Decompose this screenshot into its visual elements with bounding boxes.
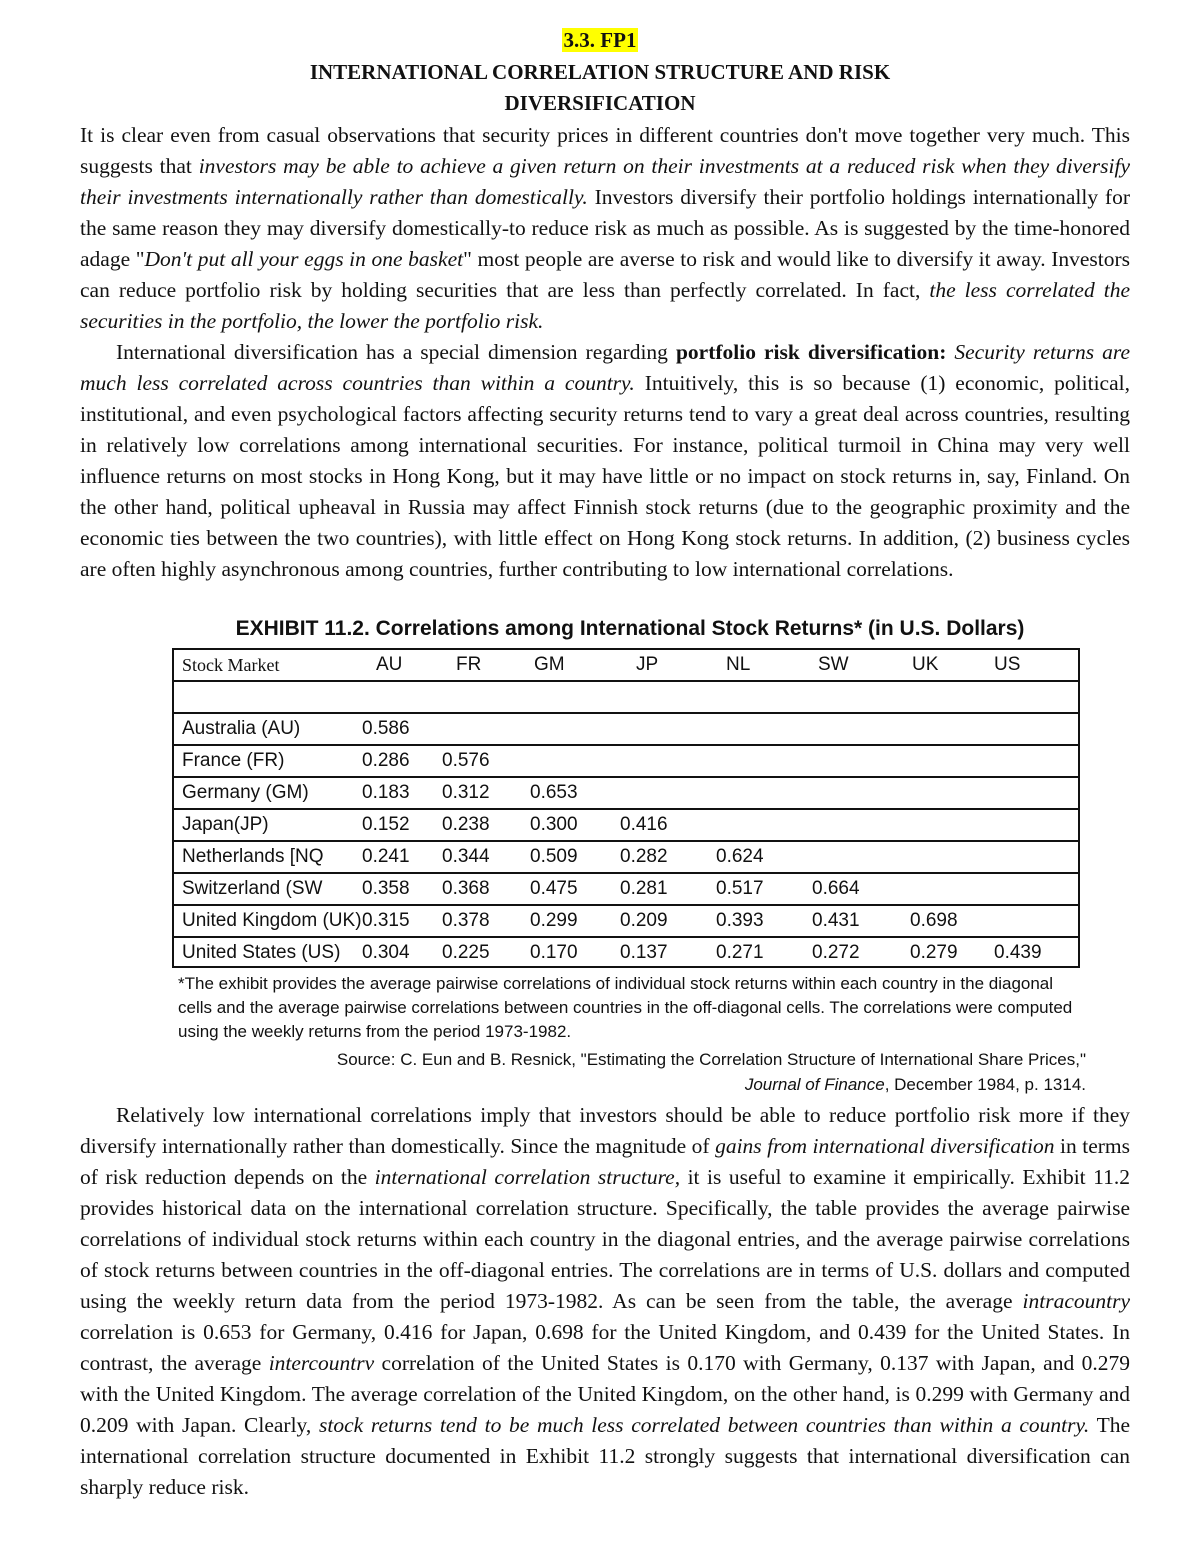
header-col-gm: GM bbox=[534, 654, 565, 675]
correlation-value: 0.517 bbox=[716, 878, 764, 899]
correlation-value: 0.439 bbox=[994, 942, 1042, 963]
p2-text-1: International diversification has a special dimension regarding bbox=[116, 340, 676, 364]
title-line-1: INTERNATIONAL CORRELATION STRUCTURE AND RISK bbox=[309, 60, 891, 84]
p1-italic-1: investors may be able to achieve a given return on their investments at a reduced risk when they diversify their investments internationally rather than domestically. bbox=[80, 154, 1131, 209]
table-row bbox=[174, 874, 1078, 906]
row-label: United Kingdom (UK) bbox=[182, 910, 362, 931]
p3-italic-5: stock returns tend to be much less correlated between countries than within a country. bbox=[319, 1413, 1090, 1437]
header-stock-market: Stock Market bbox=[182, 655, 280, 675]
p3-text-2: in terms of risk reduction depends on the bbox=[80, 1134, 1130, 1189]
table-row bbox=[174, 810, 1078, 842]
row-label: Australia (AU) bbox=[182, 718, 301, 739]
p1-text-3: " most people are averse to risk and would like to diversify it away. Investors can reduce portfolio risk by holding securities that are less than perfectly correlated. In fact, bbox=[80, 247, 1131, 302]
row-label: United States (US) bbox=[182, 942, 341, 963]
correlation-value: 0.304 bbox=[362, 942, 410, 963]
correlation-value: 0.653 bbox=[530, 782, 578, 803]
section-tag: 3.3. FP1 bbox=[563, 28, 637, 52]
correlation-value: 0.475 bbox=[530, 878, 578, 899]
correlation-value: 0.137 bbox=[620, 942, 668, 963]
correlation-value: 0.152 bbox=[362, 814, 410, 835]
exhibit-source-line-2 bbox=[178, 1073, 1086, 1097]
correlation-value: 0.416 bbox=[620, 814, 668, 835]
correlation-value: 0.238 bbox=[442, 814, 490, 835]
p3-text-6: The international correlation structure documented in Exhibit 11.2 strongly suggests that international diversification can sharply reduce risk. bbox=[80, 1413, 1131, 1499]
correlation-value: 0.586 bbox=[362, 718, 410, 739]
header-col-jp: JP bbox=[636, 654, 659, 675]
source-rest: , December 1984, p. 1314. bbox=[884, 1075, 1086, 1094]
source-journal: Journal of Finance bbox=[744, 1075, 885, 1094]
row-label: Netherlands [NQ bbox=[182, 846, 324, 867]
correlation-value: 0.281 bbox=[620, 878, 668, 899]
correlation-value: 0.358 bbox=[362, 878, 410, 899]
correlation-value: 0.282 bbox=[620, 846, 668, 867]
header-col-sw: SW bbox=[818, 654, 849, 675]
p3-text-4: correlation is 0.653 for Germany, 0.416 for Japan, 0.698 for the United Kingdom, and 0.439 for the United States. In contrast, the average bbox=[80, 1320, 1130, 1375]
correlation-value: 0.315 bbox=[362, 910, 410, 931]
p3-italic-3: intracountry bbox=[1022, 1289, 1130, 1313]
correlation-value: 0.183 bbox=[362, 782, 410, 803]
correlation-value: 0.509 bbox=[530, 846, 578, 867]
p1-italic-2: Don't put all your eggs in one basket bbox=[144, 247, 464, 271]
header-col-uk: UK bbox=[912, 654, 939, 675]
correlation-value: 0.698 bbox=[910, 910, 958, 931]
p3-italic-2: international correlation structure, bbox=[374, 1165, 681, 1189]
table-blank-row bbox=[174, 682, 1078, 714]
table-row bbox=[174, 842, 1078, 874]
section-tag-wrap bbox=[0, 28, 1200, 53]
row-label: Switzerland (SW bbox=[182, 878, 323, 899]
table-row bbox=[174, 906, 1078, 938]
correlation-value: 0.272 bbox=[812, 942, 860, 963]
table-row bbox=[174, 778, 1078, 810]
correlation-value: 0.241 bbox=[362, 846, 410, 867]
p1-italic-3: the less correlated the securities in the portfolio, the lower the portfolio risk. bbox=[80, 278, 1130, 333]
header-col-us: US bbox=[994, 654, 1021, 675]
correlation-value: 0.170 bbox=[530, 942, 578, 963]
table-header-row bbox=[174, 650, 1078, 682]
title-line-2: DIVERSIFICATION bbox=[504, 91, 696, 115]
table-row bbox=[174, 714, 1078, 746]
correlation-value: 0.431 bbox=[812, 910, 860, 931]
exhibit-footnote: *The exhibit provides the average pairwise correlations of individual stock returns within each country in the diagonal cells and the average pairwise correlations between countries in the off-diagonal cells. The correlations were computed using the weekly returns from the period 1973-1982. bbox=[178, 974, 1073, 1041]
correlation-value: 0.624 bbox=[716, 846, 764, 867]
correlation-value: 0.344 bbox=[442, 846, 490, 867]
correlation-value: 0.393 bbox=[716, 910, 764, 931]
exhibit-title: EXHIBIT 11.2. Correlations among International Stock Returns* (in U.S. Dollars) bbox=[235, 617, 1025, 640]
p3-text-3: it is useful to examine it empirically. Exhibit 11.2 provides historical data on the international correlation structure. Specifically, the table provides the average pairwise correlations of individual stock returns within each country in the diagonal entries, and the average pairwise correlations of stock returns between countries in the off-diagonal entries. The correlations are in terms of U.S. dollars and computed using the weekly return data from the period 1973-1982. As can be seen from the table, the average bbox=[80, 1165, 1130, 1313]
p2-italic-1: Security returns are much less correlated across countries than within a country. bbox=[80, 340, 1131, 395]
p2-bold-1: portfolio risk diversification: bbox=[675, 340, 947, 364]
p1-text-1: It is clear even from casual observations that security prices in different countries don't move together very much. This suggests that bbox=[80, 123, 1130, 178]
row-label: Japan(JP) bbox=[182, 814, 269, 835]
exhibit-source-line-1: Source: C. Eun and B. Resnick, "Estimating the Correlation Structure of International Share Prices," bbox=[336, 1050, 1086, 1069]
p2-text-2: Intuitively, this is so because (1) economic, political, institutional, and even psychological factors affecting security returns tend to vary a great deal across countries, resulting in relatively low correlations among international securities. For instance, political turmoil in China may very well influence returns on most stocks in Hong Kong, but it may have little or no impact on stock returns in, say, Finland. On the other hand, political upheaval in Russia may affect Finnish stock returns (due to the geographic proximity and the economic ties between the two countries), with little effect on Hong Kong stock returns. In addition, (2) business cycles are often highly asynchronous among countries, further contributing to low international correlations. bbox=[80, 371, 1130, 581]
correlation-value: 0.271 bbox=[716, 942, 764, 963]
correlation-table bbox=[172, 648, 1080, 968]
p3-italic-1: gains from international diversification bbox=[715, 1134, 1055, 1158]
correlation-value: 0.368 bbox=[442, 878, 490, 899]
correlation-value: 0.300 bbox=[530, 814, 578, 835]
paragraph-3 bbox=[80, 1100, 1130, 1503]
correlation-value: 0.209 bbox=[620, 910, 668, 931]
header-col-fr: FR bbox=[456, 654, 482, 675]
correlation-value: 0.225 bbox=[442, 942, 490, 963]
correlation-value: 0.664 bbox=[812, 878, 860, 899]
correlation-value: 0.312 bbox=[442, 782, 490, 803]
table-row bbox=[174, 938, 1078, 970]
paragraph-1 bbox=[80, 120, 1130, 337]
header-col-au: AU bbox=[376, 654, 403, 675]
row-label: Germany (GM) bbox=[182, 782, 309, 803]
p1-text-2: Investors diversify their portfolio holdings internationally for the same reason they may diversify domestically-to reduce risk as much as possible. As is suggested by the time-honored adage " bbox=[80, 185, 1130, 271]
correlation-value: 0.576 bbox=[442, 750, 490, 771]
table-row bbox=[174, 746, 1078, 778]
paragraph-2 bbox=[80, 337, 1130, 585]
correlation-value: 0.299 bbox=[530, 910, 578, 931]
header-col-nl: NL bbox=[726, 654, 751, 675]
correlation-value: 0.378 bbox=[442, 910, 490, 931]
correlation-value: 0.279 bbox=[910, 942, 958, 963]
p3-text-1: Relatively low international correlations imply that investors should be able to reduce portfolio risk more if they diversify internationally rather than domestically. Since the magnitude of bbox=[80, 1103, 1130, 1158]
row-label: France (FR) bbox=[182, 750, 285, 771]
correlation-value: 0.286 bbox=[362, 750, 410, 771]
p3-text-5: correlation of the United States is 0.170 with Germany, 0.137 with Japan, and 0.279 with the United Kingdom. The average correlation of the United Kingdom, on the other hand, is 0.299 with Germany and 0.209 with Japan. Clearly, bbox=[80, 1351, 1130, 1437]
p3-italic-4: intercountrv bbox=[268, 1351, 375, 1375]
